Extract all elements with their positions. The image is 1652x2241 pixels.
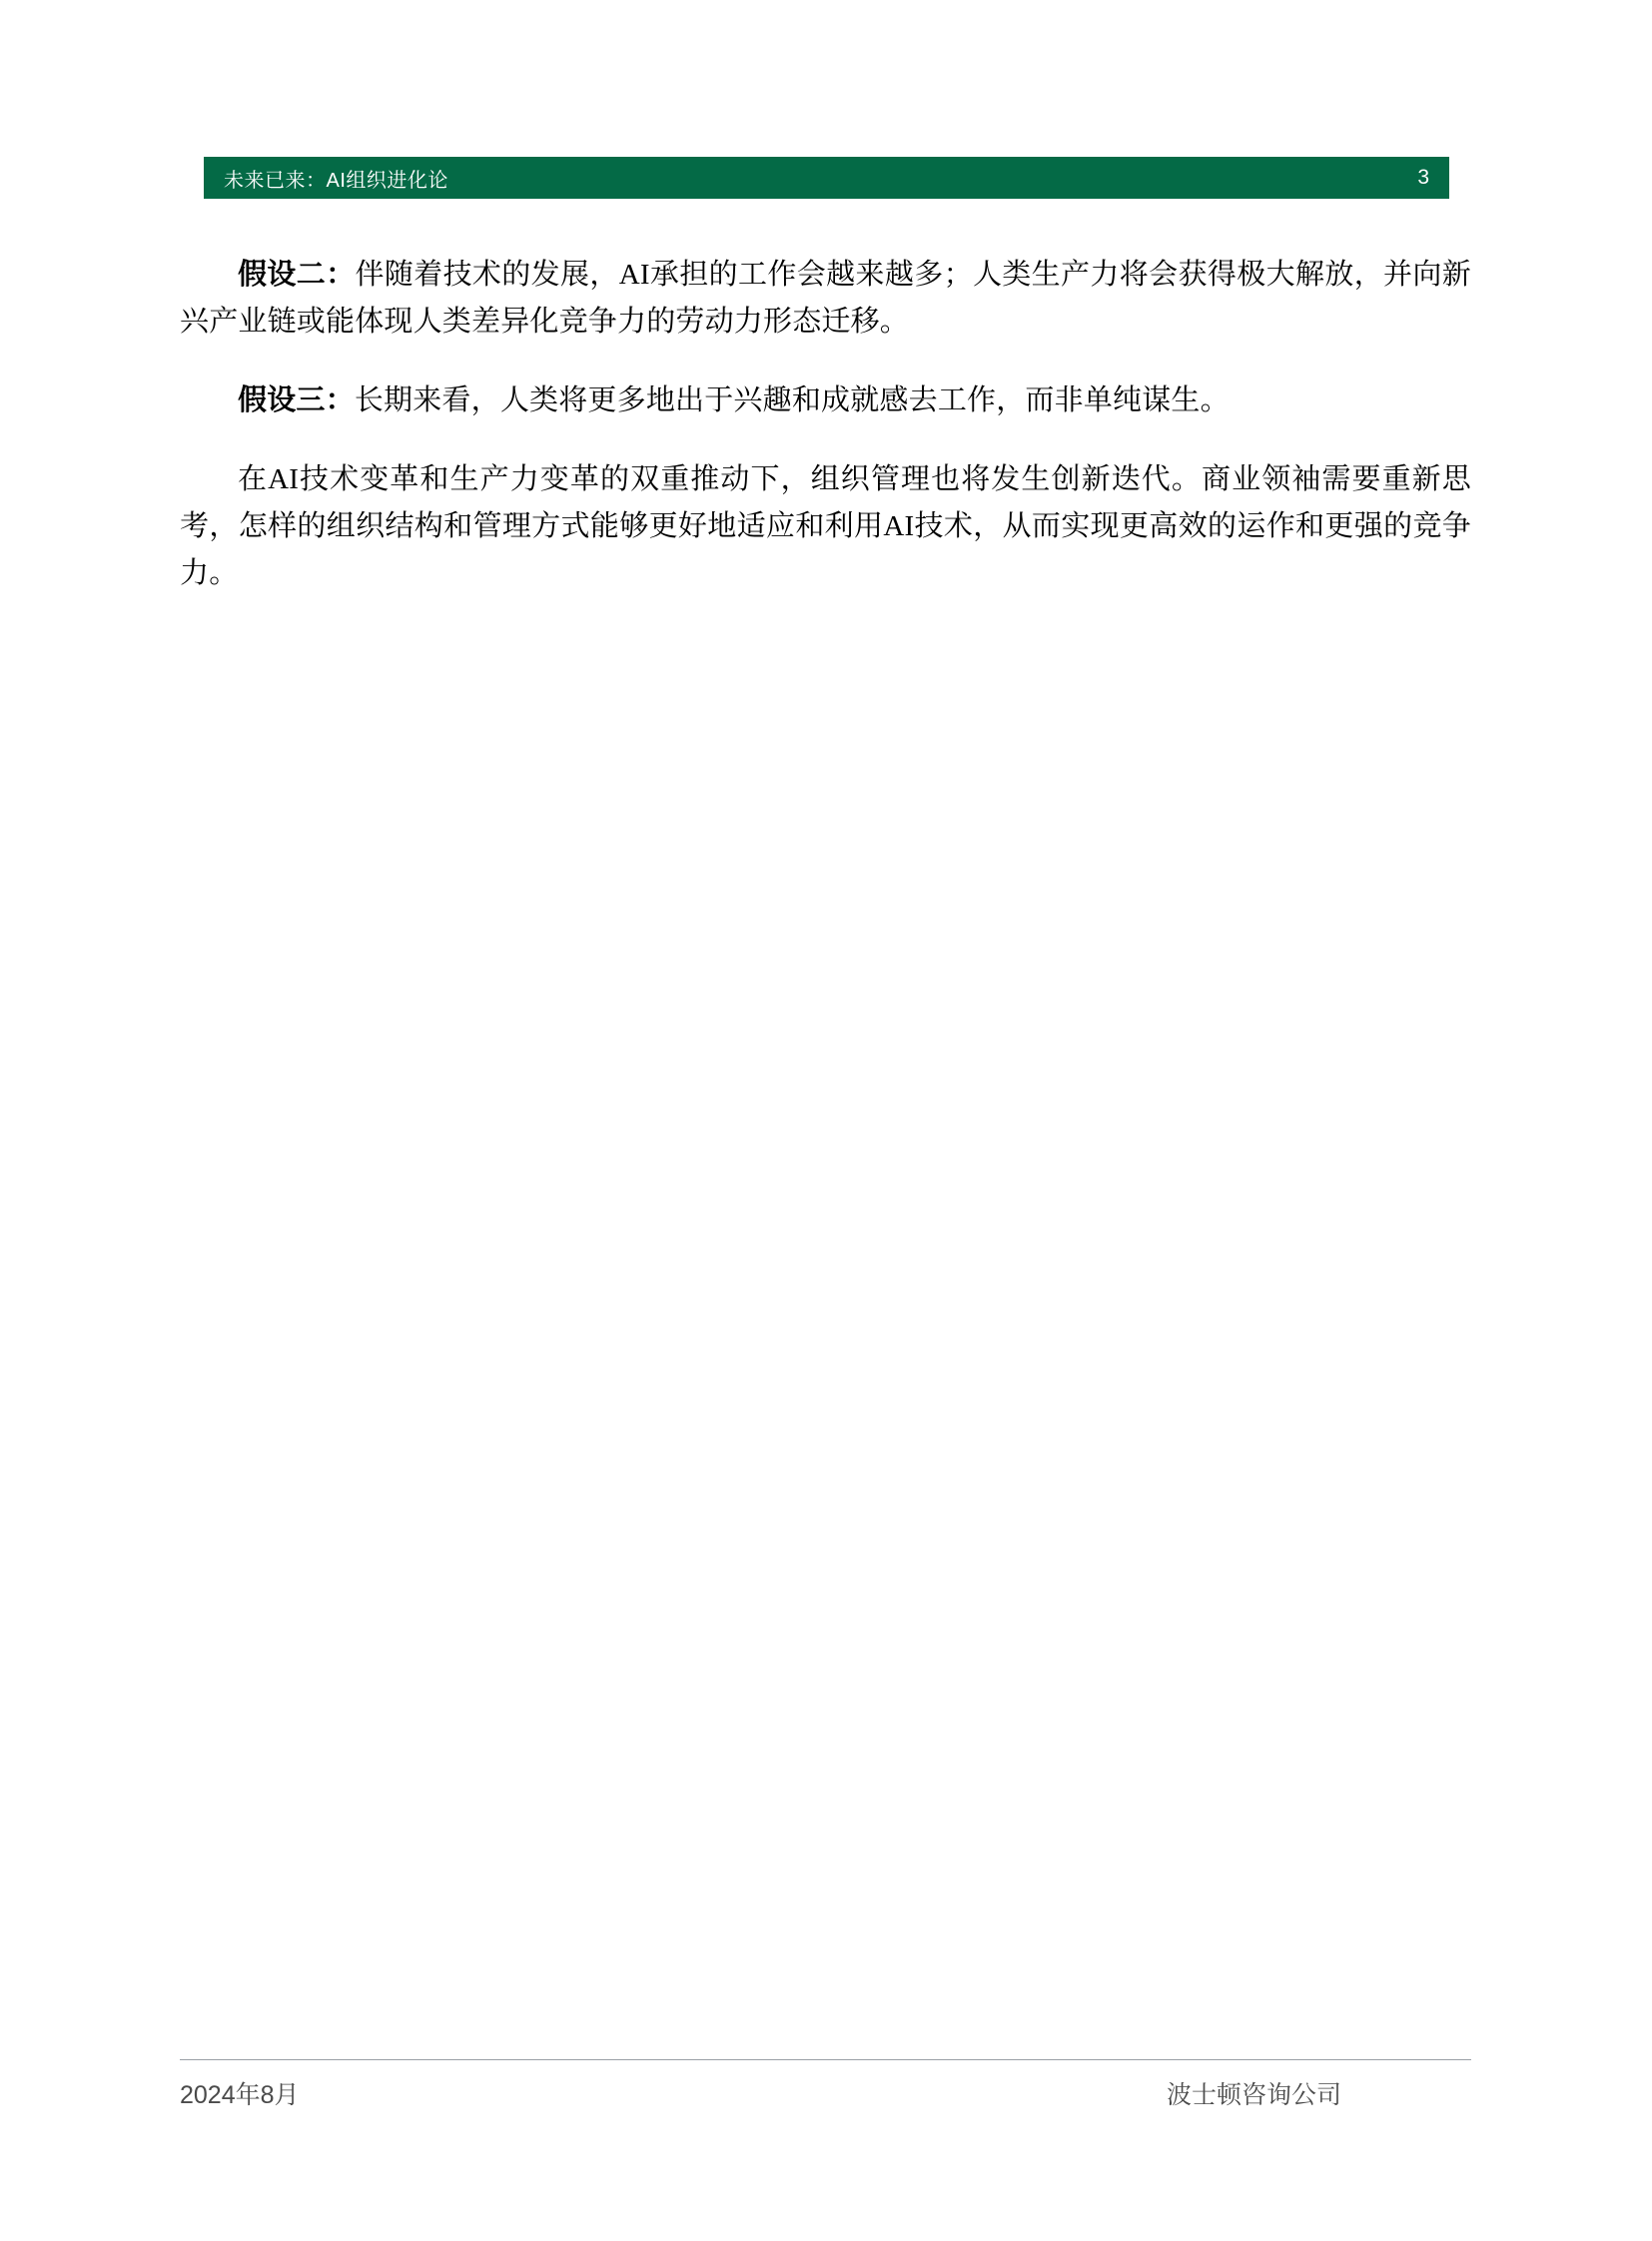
conclusion-text: 在AI技术变革和生产力变革的双重推动下，组织管理也将发生创新迭代。商业领袖需要重新思考，怎样的组织结构和管理方式能够更好地适应和利用AI技术，从而实现更高效的运作和更强的竞争力。: [180, 462, 1471, 589]
footer-publisher: 波士顿咨询公司: [1166, 2081, 1341, 2109]
assumption-three-text: 长期来看，人类将更多地出于兴趣和成就感去工作，而非单纯谋生。: [354, 383, 1230, 416]
paragraph-assumption-three: [180, 377, 1471, 424]
footer-date: 2024年8月: [180, 2081, 300, 2109]
paragraph-assumption-two: [180, 252, 1471, 346]
document-title: 未来已来：AI组织进化论: [224, 169, 448, 192]
footer-divider: [180, 2059, 1471, 2060]
paragraph-conclusion: [180, 456, 1471, 597]
page-number: 3: [1417, 166, 1429, 189]
page-content: [180, 252, 1471, 629]
page-header-band: [204, 157, 1449, 199]
page-footer: [180, 2075, 1471, 2111]
assumption-three-label: 假设三：: [238, 383, 355, 416]
assumption-two-text: 伴随着技术的发展，AI承担的工作会越来越多；人类生产力将会获得极大解放，并向新兴产业链或能体现人类差异化竞争力的劳动力形态迁移。: [180, 259, 1471, 338]
assumption-two-label: 假设二：: [238, 259, 356, 291]
